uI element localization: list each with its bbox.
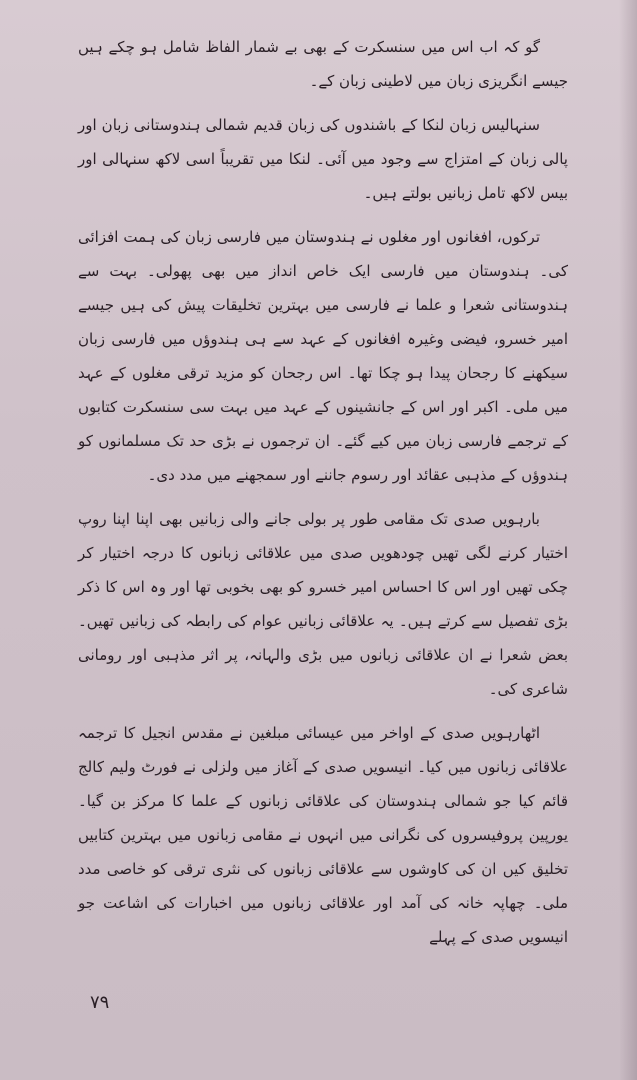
page-edge-shadow — [619, 0, 637, 1080]
paragraph-2: سنہالیس زبان لنکا کے باشندوں کی زبان قدیم شمالی ہندوستانی زبان اور پالی زبان کے امتزاج سے وجود میں آئی۔ لنکا میں تقریباً اسی لاکھ سنہالی اور بیس لاکھ تامل زبانیں بولتے ہیں۔ — [78, 116, 568, 202]
page-text-block — [78, 30, 568, 1020]
paragraph-5: اٹھارہویں صدی کے اواخر میں عیسائی مبلغین نے مقدس انجیل کا ترجمہ علاقائی زبانوں میں کیا۔ انیسویں صدی کے آغاز میں ولزلی نے فورٹ ولیم کالج قائم کیا جو شمالی ہندوستان کی علاقائی زبانوں کے علما کا مرکز بن گیا۔ یورپین پروفیسروں کی نگرانی میں انہوں نے مقامی زبانوں میں بہترین کتابیں تخلیق کیں ان کی کاوشوں سے علاقائی زبانوں کی نثری ترقی کو خاصی مدد ملی۔ چھاپہ خانہ کی آمد اور علاقائی زبانوں میں اخبارات کی اشاعت جو انیسویں صدی کے پہلے — [78, 724, 568, 946]
paragraph-3: ترکوں، افغانوں اور مغلوں نے ہندوستان میں فارسی زبان کی ہمت افزائی کی۔ ہندوستان میں فارسی ایک خاص انداز میں بھی پھولی۔ بہت سے ہندوستانی شعرا و علما نے فارسی میں بہترین تخلیقات پیش کی ہیں جیسے امیر خسرو، فیضی وغیرہ افغانوں کے عہد سے ہی ہندوؤں میں فارسی زبان سیکھنے کا رجحان پیدا ہو چکا تھا۔ اس رجحان کو مزید ترقی مغلوں کے عہد میں ملی۔ اکبر اور اس کے جانشینوں کے عہد میں بہت سی سنسکرت کتابوں کے ترجمے فارسی زبان میں کیے گئے۔ ان ترجموں نے بڑی حد تک مسلمانوں کو ہندوؤں کے مذہبی عقائد اور رسوم جاننے اور سمجھنے میں مدد دی۔ — [78, 228, 568, 484]
page-number: ۷۹ — [90, 992, 110, 1013]
paragraph-4: بارہویں صدی تک مقامی طور پر بولی جانے والی زبانیں بھی اپنا اپنا روپ اختیار کرنے لگی تھیں چودھویں صدی میں علاقائی زبانوں کا درجہ اختیار کر چکی تھیں اور اس کا احساس امیر خسرو کو بھی بخوبی تھا اور وہ اس کا ذکر بڑی تفصیل سے کرتے ہیں۔ یہ علاقائی زبانیں عوام کی رابطہ کی زبانیں تھیں۔ بعض شعرا نے ان علاقائی زبانوں میں بڑی والہانہ، پر اثر مذہبی اور رومانی شاعری کی۔ — [78, 510, 568, 698]
paragraph-1: گو کہ اب اس میں سنسکرت کے بھی بے شمار الفاظ شامل ہو چکے ہیں جیسے انگریزی زبان میں لاطینی زبان کے۔ — [78, 38, 568, 90]
